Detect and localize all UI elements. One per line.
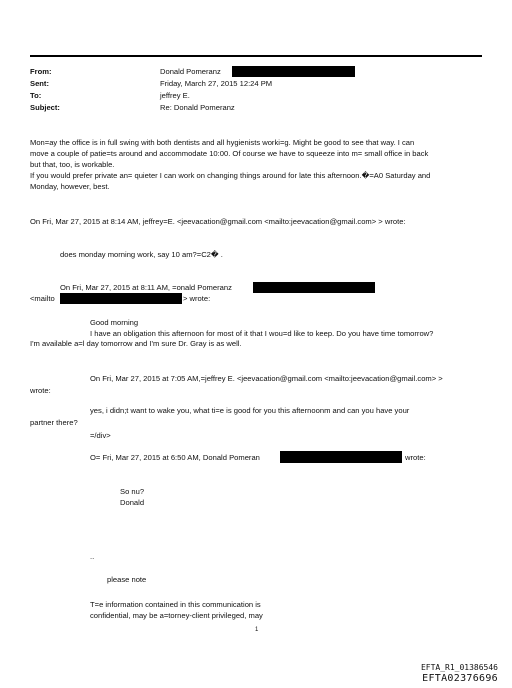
body-line: confidential, may be a=torney-client privileged, may	[90, 611, 263, 620]
subject-value: Re: Donald Pomeranz	[160, 103, 235, 112]
sent-label: Sent:	[30, 79, 49, 88]
quote-mailto: <mailto	[30, 294, 55, 303]
to-value: jeffrey E.	[160, 91, 190, 100]
quote-body: does monday morning work, say 10 am?=C2� .	[60, 250, 223, 259]
redaction-box	[60, 293, 182, 304]
body-line: move a couple of patie=ts around and accommodate 10:00. Of course we have to squeeze into m= small office in back	[30, 149, 429, 158]
footer-id-1: EFTA_R1_01386546	[420, 663, 498, 672]
body-line: T=e information contained in this communication is	[90, 600, 261, 609]
please-note: please note	[107, 575, 147, 584]
quote-header: On Fri, Mar 27, 2015 at 8:11 AM, =onald Pomeranz	[60, 283, 232, 292]
body-line: I have an obligation this afternoon for most of it that I wou=d like to keep. Do you have time tomorrow?	[90, 329, 434, 338]
body-line: If you would prefer private an= quieter I can work on changing things around for late this afternoon.�=A0 Saturday and	[30, 171, 431, 180]
body-line: Good morning	[90, 318, 139, 327]
redaction-box	[280, 451, 402, 463]
body-paragraph	[30, 137, 430, 192]
from-label: From:	[30, 67, 52, 76]
footer-id-2: EFTA02376696	[422, 673, 498, 684]
body-line: but that, too, is workable.	[30, 160, 115, 169]
subject-label: Subject:	[30, 103, 60, 112]
quote-div: =/div>	[90, 431, 111, 440]
quote-wrote: > wrote:	[183, 294, 211, 303]
redaction-box	[253, 282, 375, 293]
quote-header: On Fri, Mar 27, 2015 at 8:14 AM, jeffrey=E. <jeevacation@gmail.com <mailto:jeevacation@gmail.com> > wrote:	[30, 217, 406, 226]
quote-body-cont: I'm available a=l day tomorrow and I'm sure Dr. Gray is as well.	[30, 339, 242, 348]
redaction-box	[232, 66, 355, 77]
to-label: To:	[30, 91, 42, 100]
from-value: Donald Pomeranz	[160, 67, 221, 76]
quote-body	[120, 486, 144, 508]
header-top-rule	[30, 55, 482, 57]
body-line: Mon=ay the office is in full swing with both dentists and all hygienists worki=g. Might be good to see that way. I can	[30, 138, 415, 147]
quote-header: O= Fri, Mar 27, 2015 at 6:50 AM, Donald Pomeran	[90, 453, 260, 462]
quote-wrote: wrote:	[30, 386, 51, 395]
ellipsis: ..	[90, 552, 95, 561]
body-line: Monday, however, best.	[30, 182, 110, 191]
disclaimer	[90, 599, 263, 621]
quote-wrote: wrote:	[405, 453, 426, 462]
body-line: So nu?	[120, 487, 145, 496]
quote-body: yes, i didn;t want to wake you, what ti=e is good for you this afternoonm and can you have your	[90, 406, 410, 415]
page-number: 1	[255, 627, 259, 633]
sent-value: Friday, March 27, 2015 12:24 PM	[160, 79, 273, 88]
quote-body	[90, 317, 433, 339]
quote-header: On Fri, Mar 27, 2015 at 7:05 AM,=jeffrey E. <jeevacation@gmail.com <mailto:jeevacation@gmail.com> >	[90, 374, 443, 383]
quote-partner: partner there?	[30, 418, 78, 427]
body-line: Donald	[120, 498, 145, 507]
